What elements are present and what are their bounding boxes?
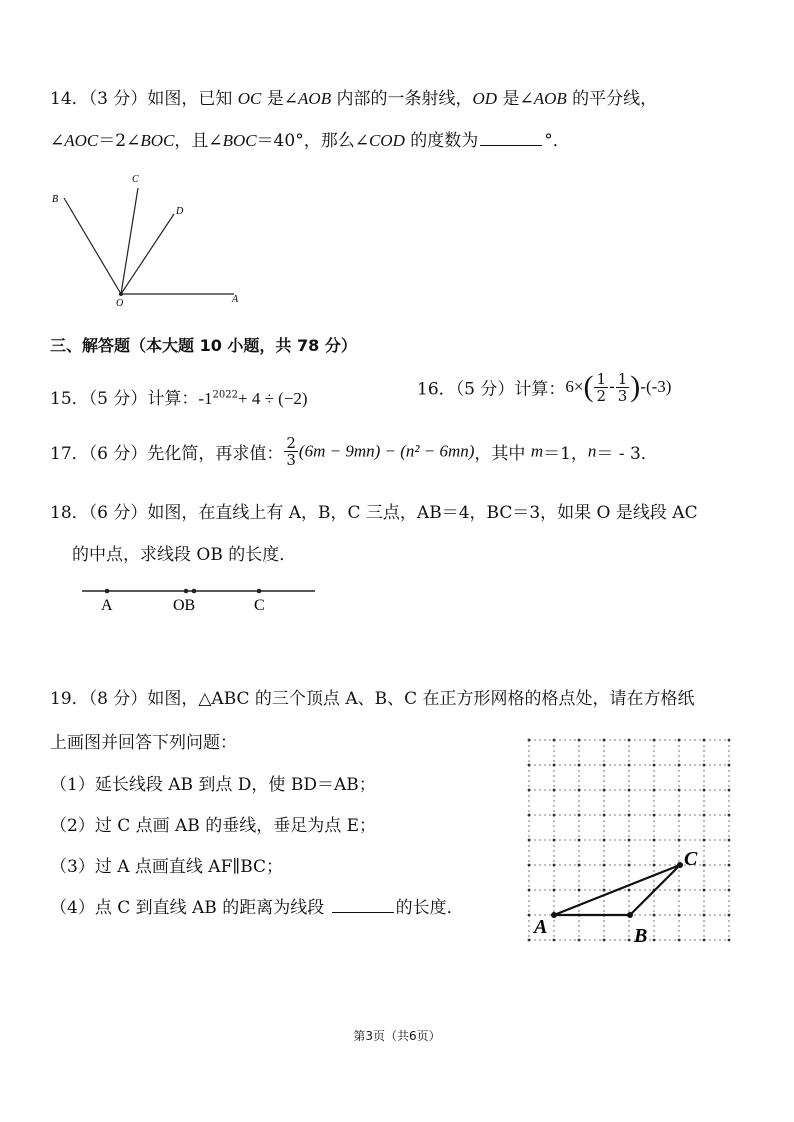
answer-blank[interactable] xyxy=(332,898,394,913)
var-oc: OC xyxy=(237,89,262,108)
q15-prefix: 15．（5 分）计算： xyxy=(50,389,199,409)
q15-exponent: 2022 xyxy=(212,389,238,401)
grid-dot xyxy=(553,864,556,867)
grid-dot xyxy=(528,864,531,867)
q14-line1 xyxy=(50,84,657,109)
grid-dot xyxy=(678,739,681,742)
paren-open: ( xyxy=(583,370,594,403)
label-d: D xyxy=(176,206,184,217)
var-aoc: AOC xyxy=(64,131,99,150)
grid-dot xyxy=(678,889,681,892)
q14-text: 的平分线， xyxy=(566,89,658,109)
vertex-b xyxy=(627,912,633,918)
q14-text: °． xyxy=(544,131,570,151)
grid-dot xyxy=(678,814,681,817)
grid-dot xyxy=(628,839,631,842)
q19-text: 的长度． xyxy=(395,898,464,918)
grid-dot xyxy=(703,764,706,767)
q16-expr: -(-3) xyxy=(640,377,672,396)
grid-dot xyxy=(578,789,581,792)
grid-dot xyxy=(703,939,706,942)
q16-prefix: 16．（5 分）计算： xyxy=(417,379,566,400)
q17 xyxy=(50,435,658,468)
q18-line1: 18．（6 分）如图，在直线上有 A，B，C 三点，AB＝4，BC＝3，如果 O 是线段 AC xyxy=(50,503,698,523)
ray-ob xyxy=(64,198,121,294)
grid-dot xyxy=(603,839,606,842)
grid-dot xyxy=(728,939,731,942)
q19-part2: （2）过 C 点画 AB 的垂线，垂足为点 E； xyxy=(50,816,377,836)
var-boc: BOC xyxy=(140,131,175,150)
grid-dot xyxy=(553,814,556,817)
grid-dot xyxy=(603,739,606,742)
q15-expr: + 4 ÷ (−2) xyxy=(237,389,308,408)
grid-dot xyxy=(603,789,606,792)
grid-dot xyxy=(653,864,656,867)
paren-close: ) xyxy=(630,370,641,403)
q19-text: （4）点 C 到直线 AB 的距离为线段 xyxy=(50,898,330,918)
q19-part4 xyxy=(50,893,464,918)
grid-dot xyxy=(628,814,631,817)
grid-dot xyxy=(728,814,731,817)
grid-dot xyxy=(653,814,656,817)
vertex-c xyxy=(677,862,683,868)
grid-dot xyxy=(603,864,606,867)
point-b xyxy=(192,589,197,594)
grid-dot xyxy=(703,839,706,842)
var-boc: BOC xyxy=(222,131,257,150)
point-o xyxy=(119,292,123,296)
grid-dot xyxy=(653,764,656,767)
label-c: C xyxy=(132,174,139,185)
q19-line1: 19．（8 分）如图，△ABC 的三个顶点 A、B、C 在正方形网格的格点处，请在方格纸 xyxy=(50,689,695,709)
grid-dot xyxy=(703,889,706,892)
q14-text: ＝2∠ xyxy=(98,131,141,151)
q14-text: 的度数为 xyxy=(404,131,479,151)
grid-dot xyxy=(528,889,531,892)
q16-minus: - xyxy=(609,377,615,397)
q17-text: ＝1， xyxy=(543,444,588,464)
q14-angle-figure xyxy=(40,170,260,310)
grid-dot xyxy=(528,789,531,792)
grid-dot xyxy=(528,814,531,817)
grid-dot xyxy=(553,764,556,767)
grid-dot xyxy=(628,789,631,792)
grid-dot xyxy=(628,764,631,767)
denominator: 2 xyxy=(596,386,606,405)
q17-text: ＝ - 3． xyxy=(596,444,658,464)
grid-dot xyxy=(578,939,581,942)
grid-dot xyxy=(528,764,531,767)
grid-dot xyxy=(553,739,556,742)
var-aob: AOB xyxy=(533,89,567,108)
q14-text: 内部的一条射线， xyxy=(331,89,473,109)
grid-dot xyxy=(578,739,581,742)
point-o xyxy=(184,589,189,594)
grid-dot xyxy=(653,914,656,917)
var-cod: COD xyxy=(368,131,405,150)
grid-dot xyxy=(578,839,581,842)
q14-text: ，且∠ xyxy=(174,131,223,151)
q19-part3: （3）过 A 点画直线 AF∥BC； xyxy=(50,857,284,877)
label-a: A xyxy=(534,916,548,938)
grid-dot xyxy=(703,739,706,742)
grid-dot xyxy=(628,889,631,892)
fraction-third xyxy=(616,371,630,404)
grid-dot xyxy=(603,764,606,767)
grid-dot xyxy=(528,839,531,842)
var-od: OD xyxy=(472,89,498,108)
q16 xyxy=(417,370,671,404)
grid-dot xyxy=(628,939,631,942)
q16-expr: 6× xyxy=(565,377,584,396)
grid-dot xyxy=(653,939,656,942)
grid-dot xyxy=(728,864,731,867)
q14-text: 是∠ xyxy=(497,89,534,109)
var-n: n xyxy=(587,441,597,461)
grid-dot xyxy=(678,939,681,942)
grid-dot xyxy=(578,764,581,767)
grid-dot xyxy=(653,789,656,792)
label-o: O xyxy=(116,298,124,309)
q19-grid-figure xyxy=(520,735,745,950)
q14-line2 xyxy=(50,126,570,151)
ray-oc xyxy=(121,188,138,294)
point-a xyxy=(105,589,110,594)
grid-dot xyxy=(603,814,606,817)
grid-dot xyxy=(578,814,581,817)
numerator: 1 xyxy=(617,369,628,388)
q17-expr: (6m − 9mn) − (n² − 6mn) xyxy=(298,441,475,461)
section-title: 三、解答题（本大题 10 小题，共 78 分） xyxy=(50,336,357,355)
q19-line2: 上画图并回答下列问题： xyxy=(50,733,237,753)
q17-text: ，其中 xyxy=(474,444,531,464)
grid-dot xyxy=(728,839,731,842)
label-c: C xyxy=(254,597,265,614)
numerator: 2 xyxy=(286,434,296,452)
label-b: B xyxy=(52,194,59,205)
label-c: C xyxy=(684,848,698,870)
grid-dot xyxy=(628,739,631,742)
q18-line-figure xyxy=(80,582,320,618)
q14-text: 是∠ xyxy=(261,89,299,109)
grid-dot xyxy=(603,939,606,942)
grid-dot xyxy=(728,914,731,917)
q15-expr: -1 xyxy=(198,389,213,408)
grid-dot xyxy=(553,789,556,792)
grid-dot xyxy=(653,839,656,842)
grid-dot xyxy=(578,864,581,867)
grid-dot xyxy=(528,939,531,942)
q15 xyxy=(50,384,308,409)
fraction-half xyxy=(594,371,608,404)
numerator: 1 xyxy=(596,369,606,388)
grid-dot xyxy=(678,764,681,767)
grid-dot xyxy=(728,739,731,742)
ray-od xyxy=(121,214,174,294)
q18-line2: 的中点，求线段 OB 的长度． xyxy=(72,545,297,565)
grid-dot xyxy=(678,839,681,842)
fraction-two-thirds xyxy=(284,435,298,468)
grid-dot xyxy=(703,789,706,792)
page-footer: 第3页（共6页） xyxy=(353,1029,441,1043)
label-a: A xyxy=(101,597,113,614)
grid-dot xyxy=(553,889,556,892)
grid-dot xyxy=(678,914,681,917)
var-m: m xyxy=(530,441,544,461)
q17-prefix: 17．（6 分）先化简，再求值： xyxy=(50,444,284,464)
label-b: B xyxy=(634,925,648,947)
grid-dot xyxy=(553,839,556,842)
var-aob: AOB xyxy=(298,89,332,108)
q14-text: 14．（3 分）如图，已知 xyxy=(50,89,238,109)
grid-dot xyxy=(728,789,731,792)
answer-blank[interactable] xyxy=(480,131,542,146)
triangle-abc xyxy=(554,865,680,915)
denominator: 3 xyxy=(617,386,628,405)
grid-dot xyxy=(578,889,581,892)
grid-dot xyxy=(653,739,656,742)
point-c xyxy=(257,589,262,594)
label-ob: OB xyxy=(173,597,196,614)
grid-dot xyxy=(528,914,531,917)
label-a: A xyxy=(232,294,239,305)
grid-dot xyxy=(728,889,731,892)
grid-dot xyxy=(728,764,731,767)
grid-dot xyxy=(678,789,681,792)
q14-text: ＝40°，那么∠ xyxy=(256,131,369,151)
denominator: 3 xyxy=(286,451,296,469)
grid-dot xyxy=(703,864,706,867)
grid-dot xyxy=(628,864,631,867)
grid-dot xyxy=(553,939,556,942)
grid-dot xyxy=(528,739,531,742)
grid-dot xyxy=(703,814,706,817)
grid-dot xyxy=(703,914,706,917)
q19-part1: （1）延长线段 AB 到点 D，使 BD＝AB； xyxy=(50,775,376,795)
grid-dot xyxy=(603,889,606,892)
q14-text: ∠ xyxy=(50,131,65,151)
vertex-a xyxy=(551,912,557,918)
